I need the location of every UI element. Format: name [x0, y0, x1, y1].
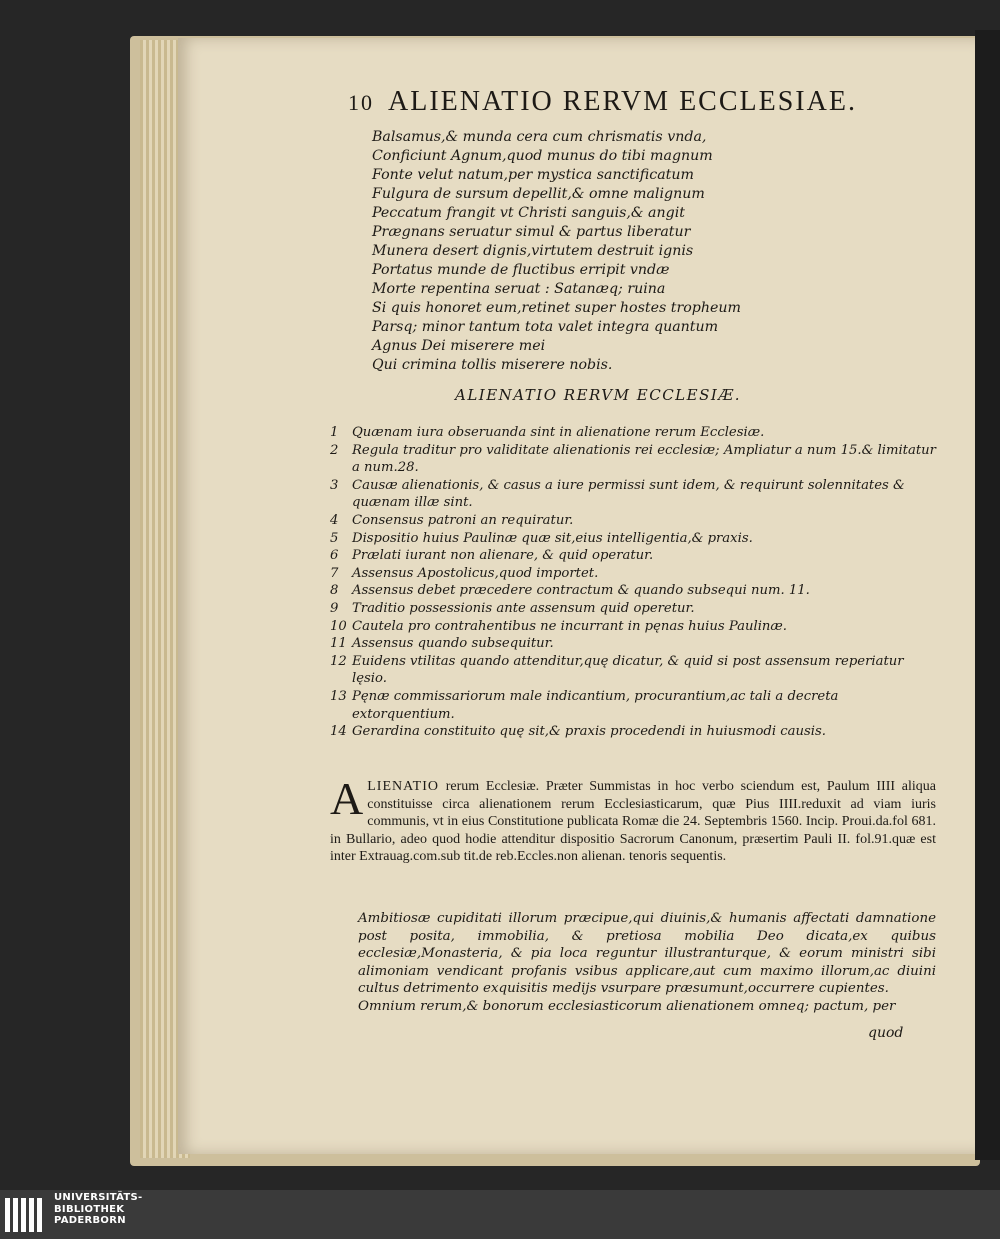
summary-number: 8: [330, 583, 339, 599]
summary-text: Assensus debet præcedere contractum & quando subsequi num. 11.: [352, 583, 810, 599]
library-name-line: UNIVERSITÄTS-: [54, 1192, 143, 1203]
verse-line: Si quis honoret eum,retinet super hostes tropheum: [372, 300, 741, 316]
summary-item: [330, 512, 942, 530]
body-lead: LIENATIO: [367, 779, 439, 794]
summary-item: [330, 424, 942, 442]
summary-number: 3: [330, 477, 339, 493]
summary-number: 14: [330, 724, 347, 740]
summary-item: [330, 582, 942, 600]
summary-text: Quænam iura obseruanda sint in alienatione rerum Ecclesiæ.: [352, 425, 765, 440]
running-head-title: ALIENATIO RERVM ECCLESIAE.: [388, 86, 857, 117]
summary-item: [330, 477, 942, 512]
library-name-line: BIBLIOTHEK: [54, 1203, 125, 1215]
verse-line: Portatus munde de fluctibus erripit vndæ: [372, 262, 670, 278]
verse-line: Munera desert dignis,virtutem destruit ignis: [372, 243, 694, 259]
summary-item: [330, 653, 942, 688]
verse-line: Fulgura de sursum depellit,& omne malignum: [372, 186, 705, 202]
catchword: quod: [868, 1025, 904, 1041]
summary-text: Dispositio huius Paulinæ quæ sit,eius intelligentia,& praxis.: [352, 530, 753, 546]
summary-list: [330, 424, 942, 741]
summary-text: Causæ alienationis, & casus a iure permissi sunt idem, & requirunt solennitates & quænam illæ sint.: [352, 477, 905, 511]
verse-block: [372, 128, 792, 375]
summary-text: Consensus patroni an requiratur.: [352, 512, 574, 528]
summary-item: [330, 442, 942, 477]
summary-text: Gerardina constituito quę sit,& praxis procedendi in huiusmodi causis.: [352, 724, 826, 740]
body-paragraph: [330, 773, 936, 866]
summary-text: Traditio possessionis ante assensum quid operetur.: [352, 600, 695, 616]
summary-text: Assensus quando subsequitur.: [352, 636, 554, 652]
summary-item: [330, 688, 942, 723]
summary-item: [330, 723, 942, 741]
summary-item: [330, 565, 942, 583]
summary-number: 7: [330, 565, 339, 581]
summary-text: Pęnæ commissariorum male indicantium, procurantium,ac tali a decreta extorquentium.: [352, 688, 839, 722]
summary-text: Cautela pro contrahentibus ne incurrant in pęnas huius Paulinæ.: [352, 618, 787, 634]
summary-number: 10: [330, 618, 347, 634]
quote-paragraph: Omnium rerum,& bonorum ecclesiasticorum alienationem omneq; pactum, per: [358, 998, 896, 1014]
verse-line: Balsamus,& munda cera cum chrismatis vnda,: [372, 129, 707, 145]
verse-line: Peccatum frangit vt Christi sanguis,& angit: [372, 205, 685, 221]
summary-number: 4: [330, 512, 339, 528]
quoted-constitution: [330, 910, 936, 1016]
verse-line: Agnus Dei miserere mei: [372, 338, 546, 354]
body-text: rerum Ecclesiæ. Præter Summistas in hoc verbo sciendum est, Paulum IIII aliqua constituisse circa alienationem rerum Ecclesiasticarum, quæ Pius IIII.reduxit ad viam iuris communis, vt in eius Constitutione publicata Romæ die 24. Septembris 1560. Incip. Proui.da.fol 681. in Bullario, adeo quod hodie attenditur dispositio Sacrorum Canonum, præsertim Pauli II. fol.91.quæ est inter Extrauag.com.sub tit.de reb.Eccles.non alienan. tenoris sequentis.: [330, 779, 936, 864]
summary-text: Assensus Apostolicus,quod importet.: [352, 565, 599, 581]
library-name: [54, 1192, 254, 1227]
library-name-line: PADERBORN: [54, 1215, 126, 1226]
verse-line: Morte repentina seruat : Satanæq; ruina: [372, 281, 666, 297]
verse-line: Qui crimina tollis miserere nobis.: [372, 357, 613, 373]
library-logo-icon: [5, 1198, 45, 1232]
summary-text: Euidens vtilitas quando attenditur,quę dicatur, & quid si post assensum reperiatur lęsio.: [352, 653, 904, 687]
summary-number: 6: [330, 548, 339, 564]
verse-line: Conficiunt Agnum,quod munus do tibi magnum: [372, 148, 713, 164]
running-head: [348, 86, 928, 120]
summary-text: Prælati iurant non alienare, & quid operatur.: [352, 548, 654, 564]
section-title: ALIENATIO RERVM ECCLESIÆ.: [455, 386, 742, 404]
drop-cap: A: [330, 773, 364, 824]
summary-number: 5: [330, 530, 339, 546]
quote-paragraph: Ambitiosæ cupiditati illorum præcipue,qui diuinis,& humanis affectati damnatione post posita, immobilia, & pretiosa mobilia Deo dicata,ex quibus ecclesiæ,Monasteria, & pia loca reguntur illustranturque, & eorum ministri sibi alimoniam vendicant profanis vsibus applicare,aut cum maximo illorum,ac diuini cultus detrimento exquisitis medijs vsurpare præsumunt,occurrere cupientes.: [358, 911, 936, 997]
summary-item: [330, 530, 942, 548]
summary-item: [330, 618, 942, 636]
summary-number: 13: [330, 688, 347, 704]
verse-line: Parsq; minor tantum tota valet integra quantum: [372, 319, 719, 335]
scan-right-edge: [975, 30, 1000, 1160]
summary-item: [330, 635, 942, 653]
verse-line: Prægnans seruatur simul & partus liberatur: [372, 224, 691, 240]
summary-number: 12: [330, 653, 347, 669]
summary-item: [330, 547, 942, 565]
summary-number: 2: [330, 442, 339, 458]
summary-text: Regula traditur pro validitate alienationis rei ecclesiæ; Ampliatur a num 15.& limitatur a num.28.: [352, 442, 936, 476]
summary-number: 9: [330, 600, 339, 616]
page-number: 10: [348, 90, 374, 115]
summary-item: [330, 600, 942, 618]
summary-number: 11: [330, 636, 347, 652]
summary-number: 1: [330, 425, 339, 440]
verse-line: Fonte velut natum,per mystica sanctificatum: [372, 167, 694, 183]
